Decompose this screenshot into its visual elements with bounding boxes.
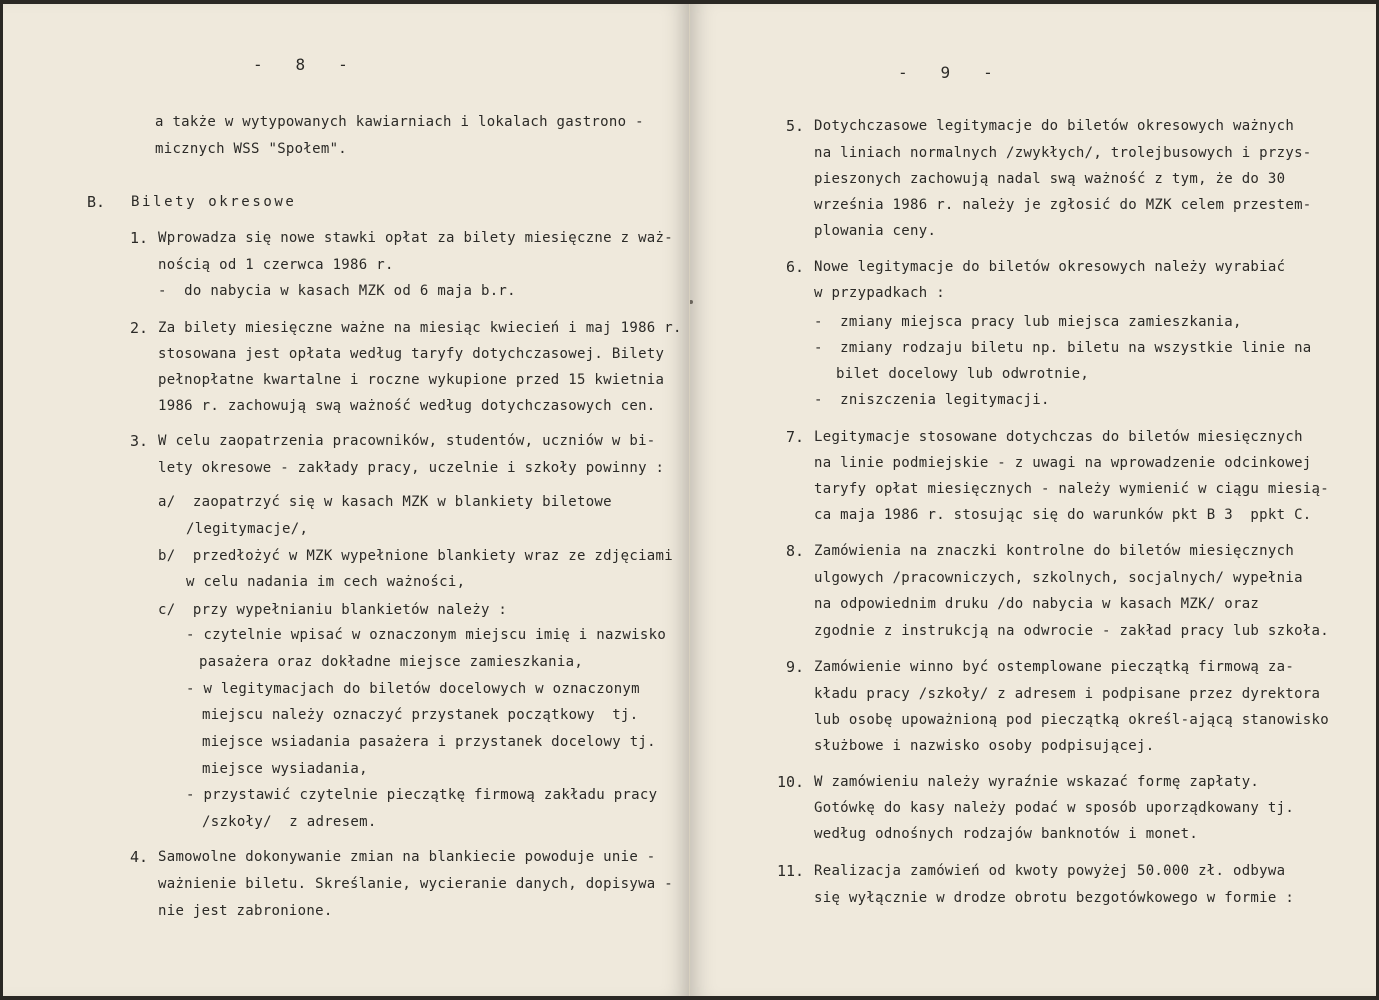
page-9: [690, 4, 1376, 996]
text-line: się wyłącznie w drodze obrotu bezgotówkowego w formie :: [814, 890, 1295, 906]
text-line: a/ zaopatrzyć się w kasach MZK w blankiety biletowe: [158, 494, 612, 510]
text-line: września 1986 r. należy je zgłosić do MZK celem przestem-: [814, 197, 1312, 213]
item-number: 8.: [786, 542, 805, 560]
text-line: Nowe legitymacje do biletów okresowych należy wyrabiać: [814, 259, 1286, 275]
item-number: 5.: [786, 117, 805, 135]
text-line: Legitymacje stosowane dotychczas do biletów miesięcznych: [814, 429, 1303, 445]
text-line: miejsce wysiadania,: [202, 761, 368, 777]
text-line: - zmiany rodzaju biletu np. biletu na wszystkie linie na: [814, 340, 1312, 356]
item-number: 10.: [777, 773, 805, 791]
text-line: pasażera oraz dokładne miejsce zamieszkania,: [199, 654, 584, 670]
item-number: 3.: [130, 432, 149, 450]
item-number: 6.: [786, 258, 805, 276]
text-line: lety okresowe - zakłady pracy, uczelnie i szkoły powinny :: [158, 460, 665, 476]
text-line: - przystawić czytelnie pieczątkę firmową zakładu pracy: [186, 787, 658, 803]
section-title: Bilety okresowe: [131, 194, 297, 210]
text-line: miejscu należy oznaczyć przystanek początkowy tj.: [202, 707, 639, 723]
binding-hole: [690, 300, 693, 304]
text-line: - w legitymacjach do biletów docelowych w oznaczonym: [186, 681, 640, 697]
text-line: nie jest zabronione.: [158, 903, 333, 919]
text-line: /legitymacje/,: [186, 521, 309, 537]
text-line: - zniszczenia legitymacji.: [814, 392, 1050, 408]
text-line: zgodnie z instrukcją na odwrocie - zakład pracy lub szkoła.: [814, 623, 1329, 639]
text-line: lub osobę upoważnioną pod pieczątką określ-ającą stanowisko: [814, 712, 1329, 728]
text-line: na odpowiednim druku /do nabycia w kasach MZK/ oraz: [814, 596, 1260, 612]
text-line: Gotówkę do kasy należy podać w sposób uporządkowany tj.: [814, 800, 1295, 816]
text-line: Zamówienia na znaczki kontrolne do biletów miesięcznych: [814, 543, 1295, 559]
text-line: ważnienie biletu. Skreślanie, wycieranie danych, dopisywa -: [158, 876, 673, 892]
text-line: pieszonych zachowują nadal swą ważność z tym, że do 30: [814, 171, 1286, 187]
text-line: taryfy opłat miesięcznych - należy wymienić w ciągu miesią-: [814, 481, 1329, 497]
item-number: 7.: [786, 428, 805, 446]
text-line: micznych WSS "Społem".: [155, 141, 348, 157]
text-line: Samowolne dokonywanie zmian na blankiecie powoduje unie -: [158, 849, 656, 865]
text-line: - czytelnie wpisać w oznaczonym miejscu imię i nazwisko: [186, 627, 667, 643]
text-line: kładu pracy /szkoły/ z adresem i podpisane przez dyrektora: [814, 686, 1321, 702]
item-number: 11.: [777, 862, 805, 880]
page-8: [3, 4, 690, 996]
text-line: 1986 r. zachowują swą ważność według dotychczasowych cen.: [158, 398, 656, 414]
item-number: 9.: [786, 658, 805, 676]
text-line: W celu zaopatrzenia pracowników, studentów, uczniów w bi-: [158, 433, 656, 449]
text-line: W zamówieniu należy wyraźnie wskazać formę zapłaty.: [814, 774, 1260, 790]
text-line: /szkoły/ z adresem.: [202, 814, 377, 830]
text-line: w przypadkach :: [814, 285, 945, 301]
text-line: a także w wytypowanych kawiarniach i lokalach gastrono -: [155, 114, 644, 130]
item-number: 1.: [130, 229, 149, 247]
item-number: 2.: [130, 319, 149, 337]
text-line: plowania ceny.: [814, 223, 937, 239]
text-line: miejsce wsiadania pasażera i przystanek docelowy tj.: [202, 734, 656, 750]
text-line: na liniach normalnych /zwykłych/, trolejbusowych i przys-: [814, 145, 1312, 161]
text-line: w celu nadania im cech ważności,: [186, 574, 466, 590]
text-line: bilet docelowy lub odwrotnie,: [836, 366, 1090, 382]
text-line: Za bilety miesięczne ważne na miesiąc kwiecień i maj 1986 r.: [158, 320, 682, 336]
text-line: b/ przedłożyć w MZK wypełnione blankiety wraz ze zdjęciami: [158, 548, 673, 564]
text-line: Dotychczasowe legitymacje do biletów okresowych ważnych: [814, 118, 1295, 134]
text-line: pełnopłatne kwartalne i roczne wykupione przed 15 kwietnia: [158, 372, 665, 388]
text-line: według odnośnych rodzajów banknotów i monet.: [814, 826, 1199, 842]
section-label: B.: [87, 193, 106, 211]
item-number: 4.: [130, 848, 149, 866]
text-line: - do nabycia w kasach MZK od 6 maja b.r.: [158, 283, 516, 299]
text-line: c/ przy wypełnianiu blankietów należy :: [158, 602, 508, 618]
text-line: ca maja 1986 r. stosując się do warunków pkt B 3 ppkt C.: [814, 507, 1312, 523]
text-line: służbowe i nazwisko osoby podpisującej.: [814, 738, 1155, 754]
text-line: Zamówienie winno być ostemplowane pieczątką firmową za-: [814, 659, 1295, 675]
text-line: Realizacja zamówień od kwoty powyżej 50.000 zł. odbywa: [814, 863, 1286, 879]
page-number: - 9 -: [898, 63, 994, 82]
text-line: - zmiany miejsca pracy lub miejsca zamieszkania,: [814, 314, 1242, 330]
text-line: stosowana jest opłata według taryfy dotychczasowej. Bilety: [158, 346, 665, 362]
text-line: na linie podmiejskie - z uwagi na wprowadzenie odcinkowej: [814, 455, 1312, 471]
page-number: - 8 -: [253, 55, 349, 74]
text-line: ulgowych /pracowniczych, szkolnych, socjalnych/ wypełnia: [814, 570, 1303, 586]
text-line: nością od 1 czerwca 1986 r.: [158, 257, 394, 273]
text-line: Wprowadza się nowe stawki opłat za bilety miesięczne z waż-: [158, 230, 673, 246]
